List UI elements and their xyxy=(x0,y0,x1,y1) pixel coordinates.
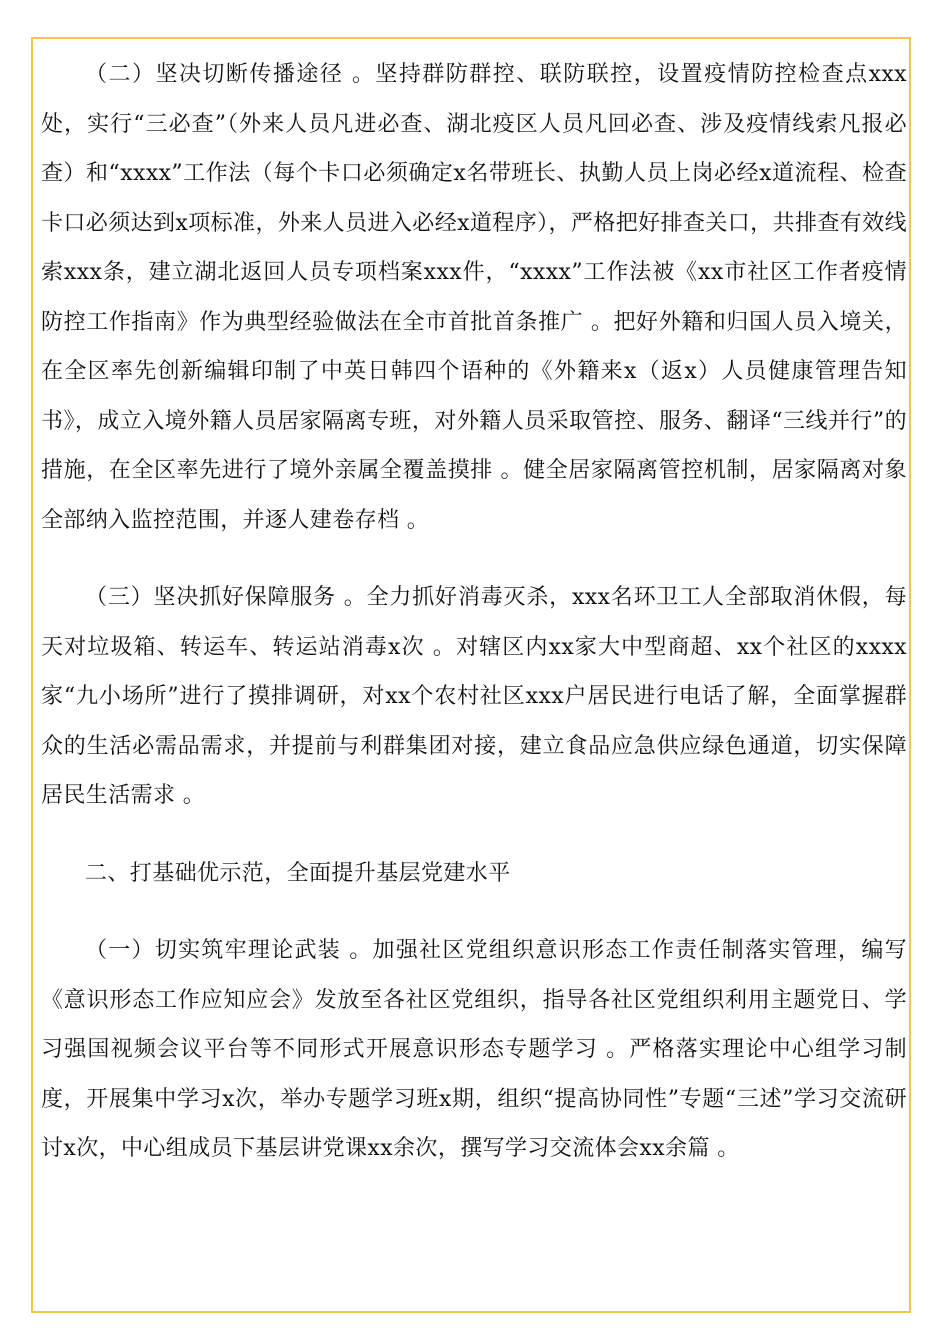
paragraph-theory-study: （一）切实筑牢理论武装 。加强社区党组织意识形态工作责任制落实管理，编写《意识形态工作应知应会》发放至各社区党组织，指导各社区党组织利用主题党日、学习强国视频会议平台等不同形式开展意识形态专题学习 。严格落实理论中心组学习制度，开展集中学习x次，举办专题学习班x期，组织“提高协同性”专题“三述”学习交流研讨x次，中心组成员下基层讲党课xx余次，撰写学习交流体会xx余篇 。 xyxy=(41,938,907,1161)
paragraph-gap xyxy=(41,898,907,926)
document-body xyxy=(41,50,907,1174)
paragraph-support-services: （三）坚决抓好保障服务 。全力抓好消毒灭杀，xxx名环卫工人全部取消休假，每天对垃圾箱、转运车、转运站消毒x次 。对辖区内xx家大中型商超、xx个社区的xxxx家“九小场所”进行了摸排调研，对xx个农村社区xxx户居民进行电话了解，全面掌握群众的生活必需品需求，并提前与利群集团对接，建立食品应急供应绿色通道，切实保障居民生活需求 。 xyxy=(41,585,907,808)
paragraph-gap xyxy=(41,821,907,849)
paragraph-cutoff-transmission: （二）坚决切断传播途径 。坚持群防群控、联防联控，设置疫情防控检查点xxx处，实行“三必查”（外来人员凡进必查、湖北疫区人员凡回必查、涉及疫情线索凡报必查）和“xxxx”工作法（每个卡口必须确定x名带班长、执勤人员上岗必经x道流程、检查卡口必须达到x项标准，外来人员进入必经x道程序），严格把好排查关口，共排查有效线索xxx条，建立湖北返回人员专项档案xxx件，“xxxx”工作法被《xx市社区工作者疫情防控工作指南》作为典型经验做法在全市首批首条推广 。把好外籍和归国人员入境关，在全区率先创新编辑印制了中英日韩四个语种的《外籍来x（返x）人员健康管理告知书》，成立入境外籍人员居家隔离专班，对外籍人员采取管控、服务、翻译“三线并行”的措施，在全区率先进行了境外亲属全覆盖摸排 。健全居家隔离管控机制，居家隔离对象全部纳入监控范围，并逐人建卷存档 。 xyxy=(41,62,907,533)
paragraph-gap xyxy=(41,545,907,573)
section-heading: 二、打基础优示范，全面提升基层党建水平 xyxy=(85,860,511,886)
